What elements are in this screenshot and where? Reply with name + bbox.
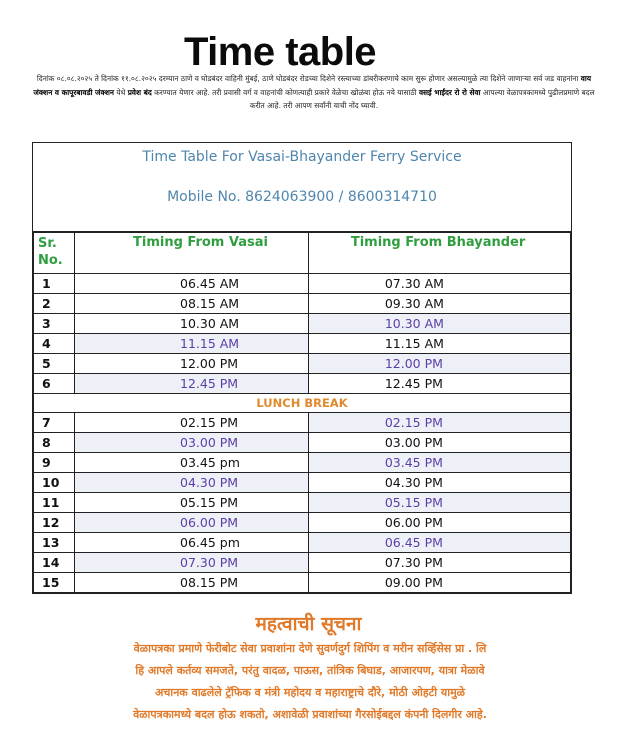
bhayander-time: 02.15 PM xyxy=(308,413,570,433)
sr-cell: 3 xyxy=(34,314,75,334)
vasai-time: 11.15 AM xyxy=(75,334,309,354)
col-sr-line2: No. xyxy=(38,253,63,268)
table-row xyxy=(34,334,571,354)
sr-cell: 4 xyxy=(34,334,75,354)
bhayander-time: 11.15 AM xyxy=(308,334,570,354)
bhayander-time: 07.30 AM xyxy=(308,274,570,294)
table-row xyxy=(34,314,571,334)
vasai-time: 08.15 PM xyxy=(75,573,309,593)
table-row xyxy=(34,374,571,394)
top-notice-bold2: प्रवेश बंद xyxy=(127,87,152,97)
vasai-time: 05.15 PM xyxy=(75,493,309,513)
service-title: Time Table For Vasai-Bhayander Ferry Service xyxy=(142,149,462,165)
table-row xyxy=(34,493,571,513)
timetable-sheet xyxy=(32,142,572,594)
vasai-time: 06.45 AM xyxy=(75,274,309,294)
notice-line: वेळापत्रका प्रमाणे फेरीबोट सेवा प्रवाशांना देणे सुवर्णदुर्ग शिपिंग व मरीन सर्व्हिसेस प्रा . लि xyxy=(133,642,487,655)
sr-cell: 9 xyxy=(34,453,75,473)
column-header-row xyxy=(34,233,571,274)
lunch-break: LUNCH BREAK xyxy=(34,394,571,413)
table-row xyxy=(34,553,571,573)
bhayander-time: 03.00 PM xyxy=(308,433,570,453)
sr-cell: 2 xyxy=(34,294,75,314)
vasai-time: 06.00 PM xyxy=(75,513,309,533)
top-notice-part2: येथे xyxy=(113,87,128,97)
sr-cell: 10 xyxy=(34,473,75,493)
sr-cell: 14 xyxy=(34,553,75,573)
top-notice-part1: दिनांक ०८.०८.२०२५ ते दिनांक ११.०८.२०२५ दरम्यान ठाणे व घोडबंदर वाहिनी मुंबई, ठाणे घोडबंदर रोडच्या दिशेने रस्त्याच्या डांबरीकरणाचे काम सुरू होणार असल्यामुळे त्या दिशेने जाणाऱ्या सर्व जड वाहनांना xyxy=(36,74,581,83)
table-row xyxy=(34,533,571,553)
bhayander-time: 09.00 PM xyxy=(308,573,570,593)
important-notice-heading: महत्वाची सूचना xyxy=(255,613,362,635)
bhayander-time: 05.15 PM xyxy=(308,493,570,513)
vasai-time: 03.45 pm xyxy=(75,453,309,473)
sr-cell: 8 xyxy=(34,433,75,453)
top-notice-bold1: वाय जंक्शन व कापूरबावडी जंक्शन xyxy=(33,74,592,97)
sr-cell: 6 xyxy=(34,374,75,394)
timetable-header xyxy=(33,143,571,232)
table-row xyxy=(34,573,571,593)
bhayander-time: 09.30 AM xyxy=(308,294,570,314)
bhayander-time: 10.30 AM xyxy=(308,314,570,334)
vasai-time: 04.30 PM xyxy=(75,473,309,493)
notice-line: वेळापत्रकामध्ये बदल होऊ शकतो, अशावेळी प्रवाशांच्या गैरसोईबद्दल कंपनी दिलगीर आहे. xyxy=(133,708,487,721)
table-row xyxy=(34,294,571,314)
table-row xyxy=(34,274,571,294)
top-notice-part4: आपल्या वेळापत्रकामध्ये पुढीलप्रमाणे बदल करीत आहे. तरी आपण सर्वांनी याची नोंद घ्यावी. xyxy=(249,87,595,110)
bhayander-time: 03.45 PM xyxy=(308,453,570,473)
bhayander-time: 06.00 PM xyxy=(308,513,570,533)
bhayander-time: 07.30 PM xyxy=(308,553,570,573)
table-row xyxy=(34,433,571,453)
bhayander-time: 12.45 PM xyxy=(308,374,570,394)
vasai-time: 12.45 PM xyxy=(75,374,309,394)
bhayander-time: 04.30 PM xyxy=(308,473,570,493)
col-sr-line1: Sr. xyxy=(38,236,57,251)
sr-cell: 12 xyxy=(34,513,75,533)
table-row xyxy=(34,473,571,493)
vasai-time: 10.30 AM xyxy=(75,314,309,334)
vasai-time: 12.00 PM xyxy=(75,354,309,374)
vasai-time: 08.15 AM xyxy=(75,294,309,314)
lunch-break-row xyxy=(34,394,571,413)
table-row xyxy=(34,513,571,533)
bhayander-time: 12.00 PM xyxy=(308,354,570,374)
sr-cell: 7 xyxy=(34,413,75,433)
notice-line: अचानक वाढलेले ट्रॅफिक व मंत्री महोदय व महाराष्ट्राचे दौरे, मोठी ओहटी यामुळे xyxy=(154,686,466,699)
important-notice-body xyxy=(40,638,580,726)
table-row xyxy=(34,453,571,473)
vasai-time: 06.45 pm xyxy=(75,533,309,553)
vasai-time: 03.00 PM xyxy=(75,433,309,453)
sr-cell: 1 xyxy=(34,274,75,294)
col-bhayander: Timing From Bhayander xyxy=(308,233,570,274)
sr-cell: 15 xyxy=(34,573,75,593)
vasai-time: 02.15 PM xyxy=(75,413,309,433)
timetable xyxy=(33,232,571,593)
table-row xyxy=(34,413,571,433)
table-row xyxy=(34,354,571,374)
col-vasai: Timing From Vasai xyxy=(75,233,309,274)
notice-line: हि आपले कर्तव्य समजते, परंतु वादळ, पाऊस, तांत्रिक बिघाड, आजारपण, यात्रा मेळावे xyxy=(135,664,485,677)
col-sr-no xyxy=(34,233,75,274)
page-title: Time table xyxy=(183,30,377,74)
bhayander-time: 06.45 PM xyxy=(308,533,570,553)
sr-cell: 11 xyxy=(34,493,75,513)
top-notice-part3: करण्यात येणार आहे. तरी प्रवासी वर्ग व वाहनांची कोणत्याही प्रकारे वेळेचा खोळंबा होऊ नये यासाठी xyxy=(151,87,419,97)
top-notice xyxy=(30,72,598,113)
top-notice-bold3: वसई भाईंदर रो रो सेवा xyxy=(418,87,481,97)
sr-cell: 5 xyxy=(34,354,75,374)
vasai-time: 07.30 PM xyxy=(75,553,309,573)
sr-cell: 13 xyxy=(34,533,75,553)
mobile-number: Mobile No. 8624063900 / 8600314710 xyxy=(167,189,437,205)
